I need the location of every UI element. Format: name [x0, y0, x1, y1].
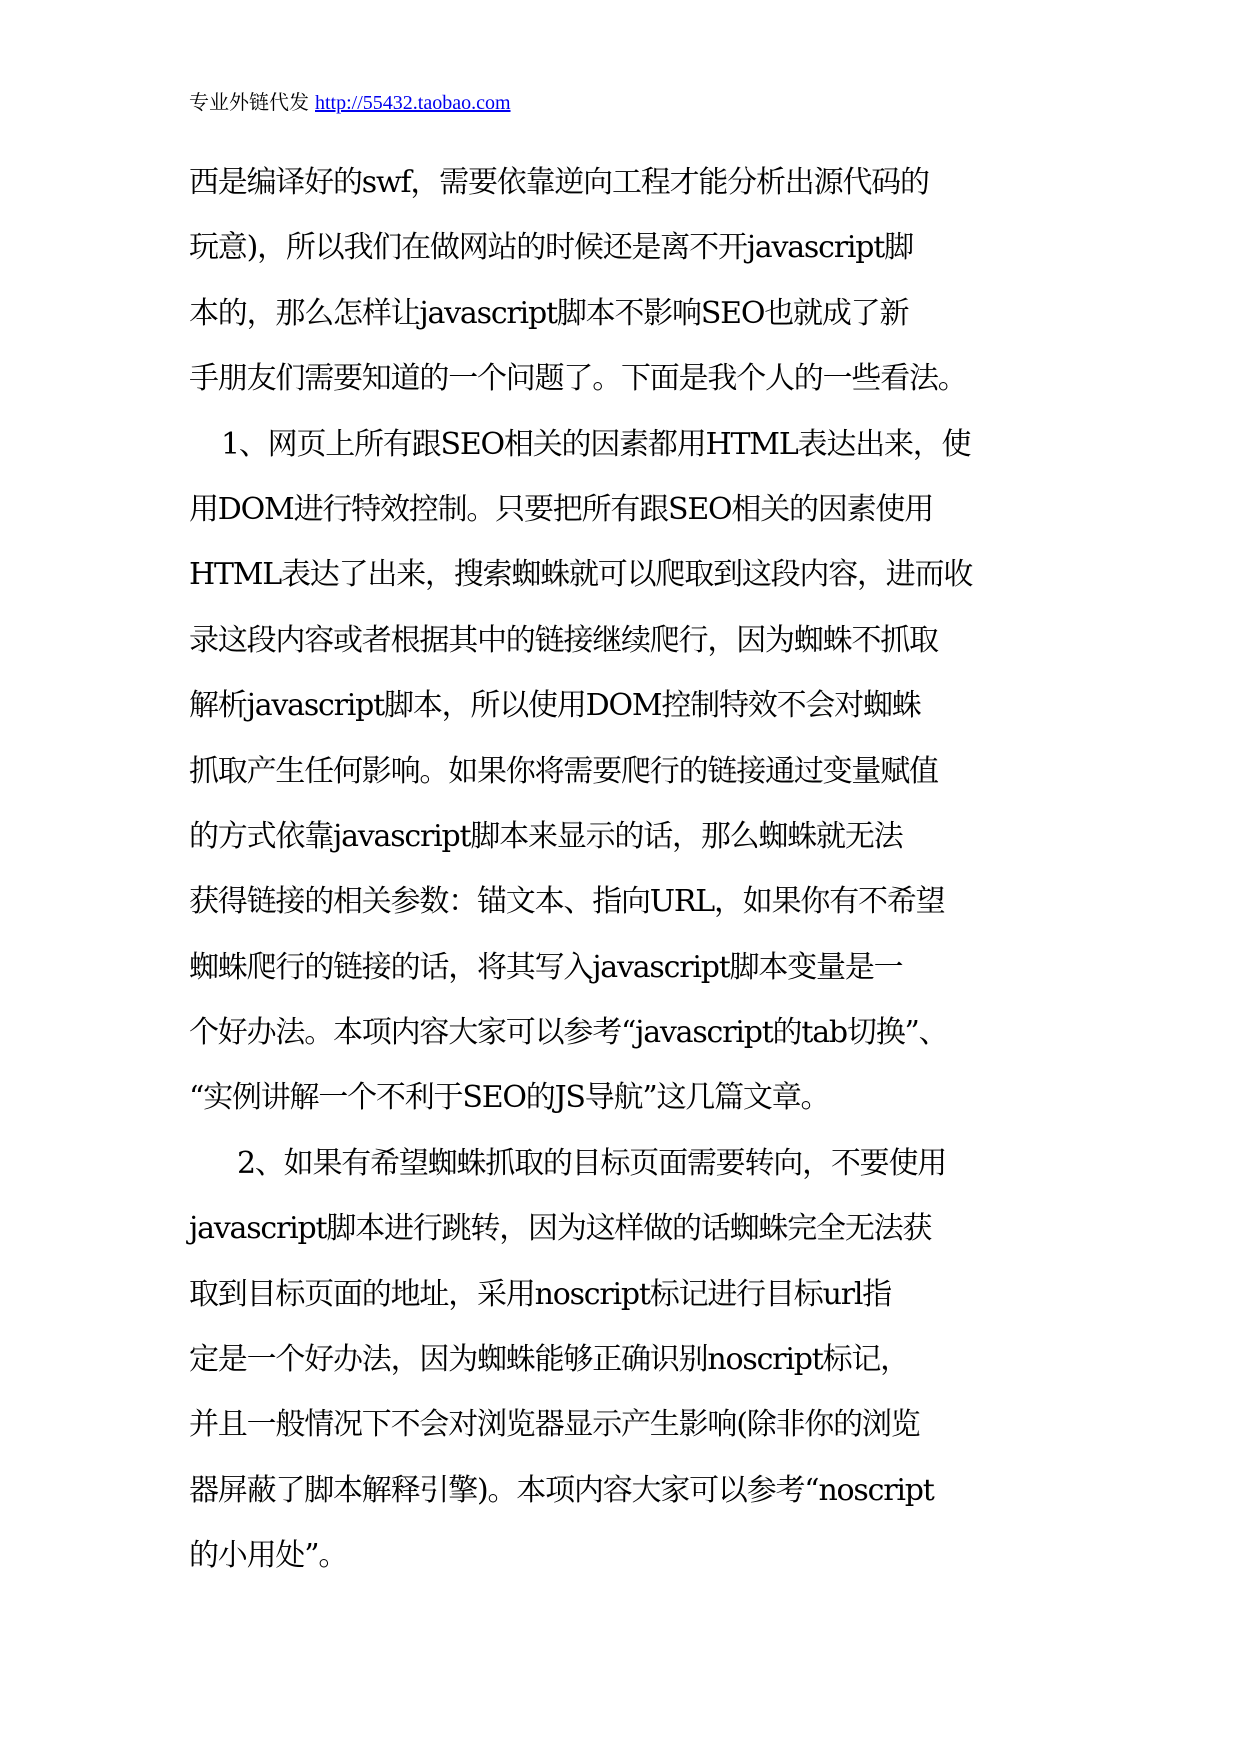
text-line: 获得链接的相关参数：锚文本、指向URL，如果你有不希望: [189, 884, 945, 920]
text-line: 并且一般情况下不会对浏览器显示产生影响(除非你的浏览: [189, 1407, 920, 1443]
text-line: 玩意)，所以我们在做网站的时候还是离不开javascript脚: [189, 230, 913, 266]
header-label: 专业外链代发: [189, 90, 309, 114]
text-line: 1、网页上所有跟SEO相关的因素都用HTML表达出来，使: [221, 426, 971, 462]
document-body: [189, 150, 1059, 1589]
text-line: 蜘蛛爬行的链接的话，将其写入javascript脚本变量是一: [189, 949, 903, 985]
text-line: javascript脚本进行跳转，因为这样做的话蜘蛛完全无法获: [189, 1211, 932, 1247]
text-line: 的小用处”。: [189, 1538, 348, 1574]
text-line: 定是一个好办法，因为蜘蛛能够正确识别noscript标记，: [189, 1342, 909, 1378]
text-line: 用DOM进行特效控制。只要把所有跟SEO相关的因素使用: [189, 491, 934, 527]
text-line: 录这段内容或者根据其中的链接继续爬行，因为蜘蛛不抓取: [189, 622, 938, 658]
text-line: 解析javascript脚本，所以使用DOM控制特效不会对蜘蛛: [189, 688, 921, 724]
text-line: 手朋友们需要知道的一个问题了。下面是我个人的一些看法。: [189, 361, 967, 397]
text-line: 2、如果有希望蜘蛛抓取的目标页面需要转向，不要使用: [237, 1145, 947, 1181]
text-line: 的方式依靠javascript脚本来显示的话，那么蜘蛛就无法: [189, 818, 903, 854]
text-line: 抓取产生任何影响。如果你将需要爬行的链接通过变量赋值: [189, 753, 938, 789]
text-line: 取到目标页面的地址，采用noscript标记进行目标url指: [189, 1276, 892, 1312]
text-line: 个好办法。本项内容大家可以参考“javascript的tab切换”、: [189, 1015, 948, 1051]
text-line: 器屏蔽了脚本解释引擎)。本项内容大家可以参考“noscript: [189, 1472, 934, 1508]
text-line: 西是编译好的swf，需要依靠逆向工程才能分析出源代码的: [189, 165, 929, 200]
text-line: 本的，那么怎样让javascript脚本不影响SEO也就成了新: [189, 295, 909, 331]
header-link[interactable]: http://55432.taobao.com: [315, 92, 511, 114]
text-line: “实例讲解一个不利于SEO的JS导航”这几篇文章。: [189, 1080, 830, 1116]
text-line: HTML表达了出来，搜索蜘蛛就可以爬取到这段内容，进而收: [189, 557, 973, 593]
page-header: [189, 88, 511, 117]
